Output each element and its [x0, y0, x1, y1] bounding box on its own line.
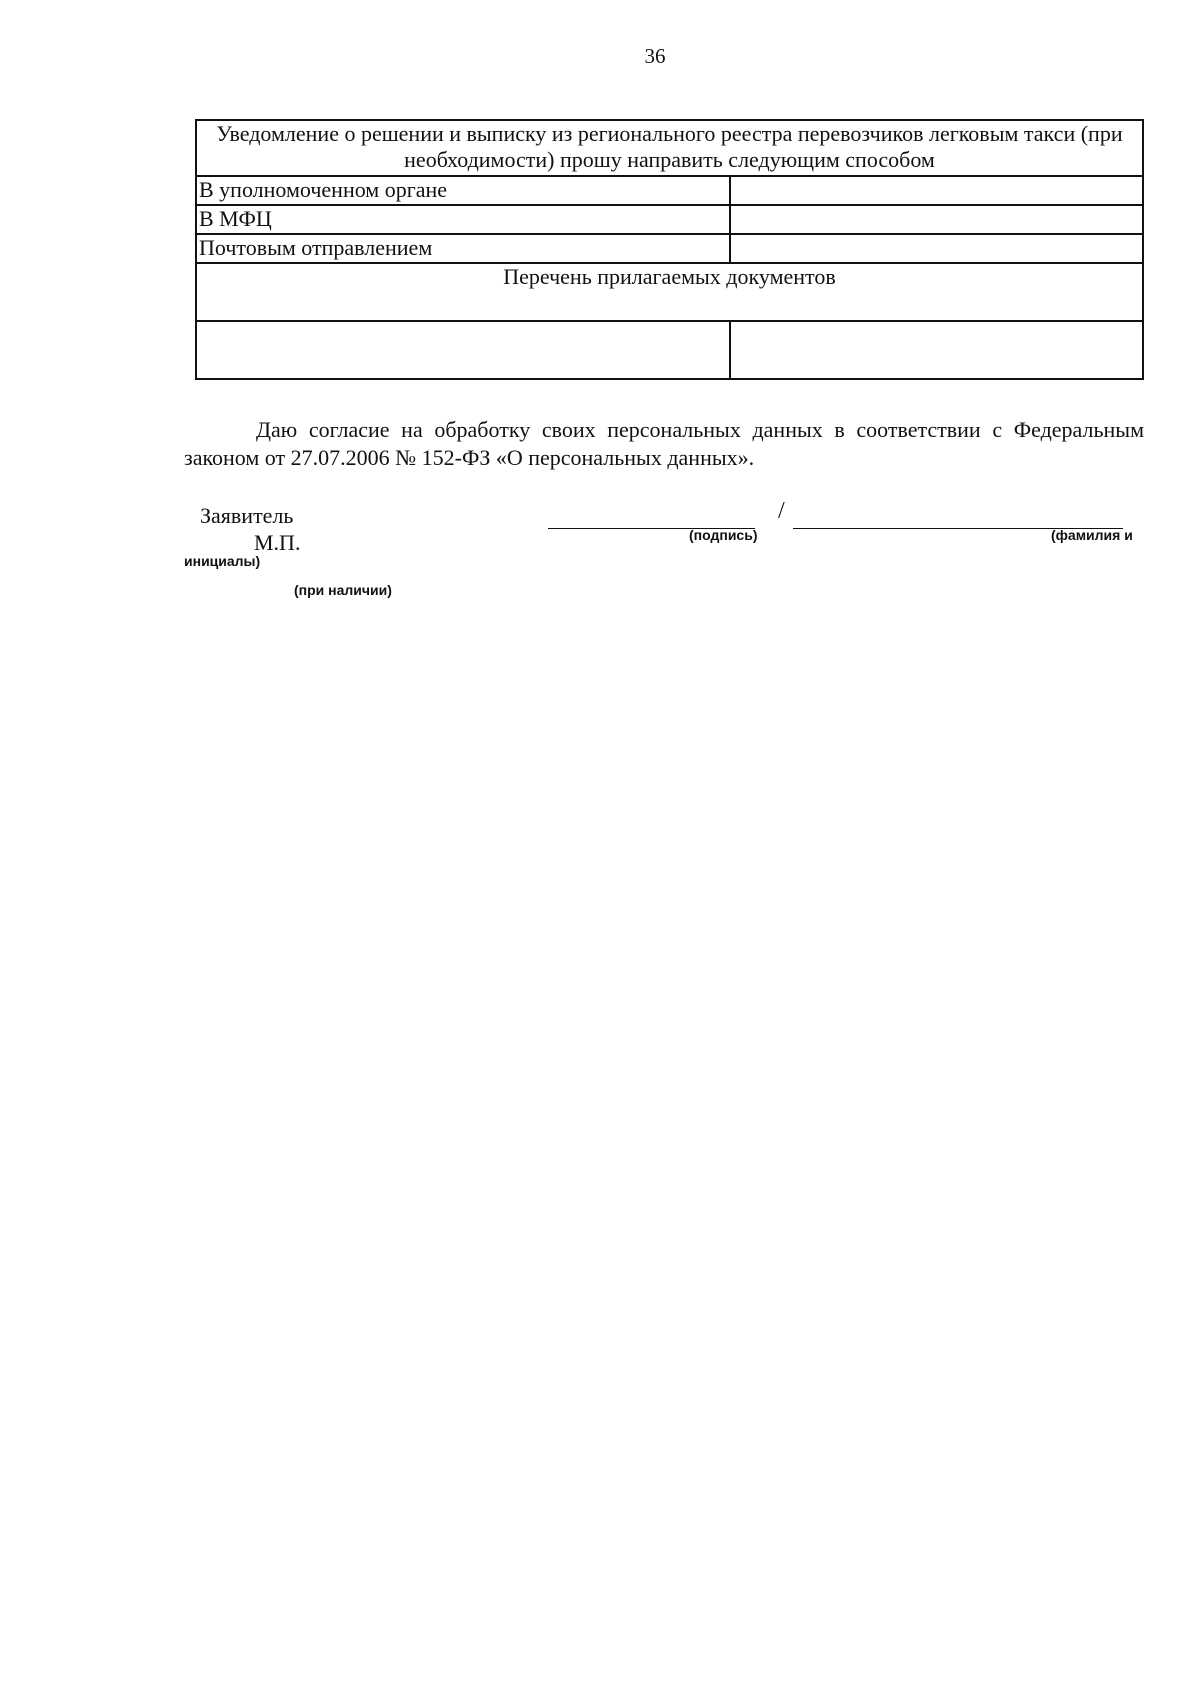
option-value-mail[interactable]	[730, 234, 1143, 263]
table-row	[196, 176, 1143, 205]
applicant-label: Заявитель	[200, 503, 294, 528]
name-caption: (фамилия и	[1051, 527, 1133, 543]
option-label-authority: В уполномоченном органе	[196, 176, 730, 205]
page-number: 36	[644, 44, 666, 68]
table-row	[196, 205, 1143, 234]
docs-list-header: Перечень прилагаемых документов	[196, 263, 1143, 321]
seal-caption: (при наличии)	[294, 582, 392, 598]
table-row	[196, 234, 1143, 263]
delivery-header: Уведомление о решении и выписку из регионального реестра перевозчиков легковым такси (при необходимости) прошу направить следующим способом	[196, 120, 1143, 176]
seal-label: М.П.	[254, 530, 301, 555]
option-label-mfc: В МФЦ	[196, 205, 730, 234]
option-value-authority[interactable]	[730, 176, 1143, 205]
name-caption-continued: инициалы)	[184, 553, 261, 569]
consent-paragraph: Даю согласие на обработку своих персональных данных в соответствии с Федеральным законом от 27.07.2006 № 152-ФЗ «О персональных данных».	[184, 417, 1144, 470]
signature-caption: (подпись)	[689, 527, 758, 543]
table-row	[196, 321, 1143, 379]
docs-header-row	[196, 263, 1143, 321]
doc-cell-right[interactable]	[730, 321, 1143, 379]
option-label-mail: Почтовым отправлением	[196, 234, 730, 263]
delivery-method-table	[195, 119, 1144, 380]
option-value-mfc[interactable]	[730, 205, 1143, 234]
slash-separator: /	[778, 498, 785, 524]
doc-cell-left[interactable]	[196, 321, 730, 379]
table-header-row	[196, 120, 1143, 176]
